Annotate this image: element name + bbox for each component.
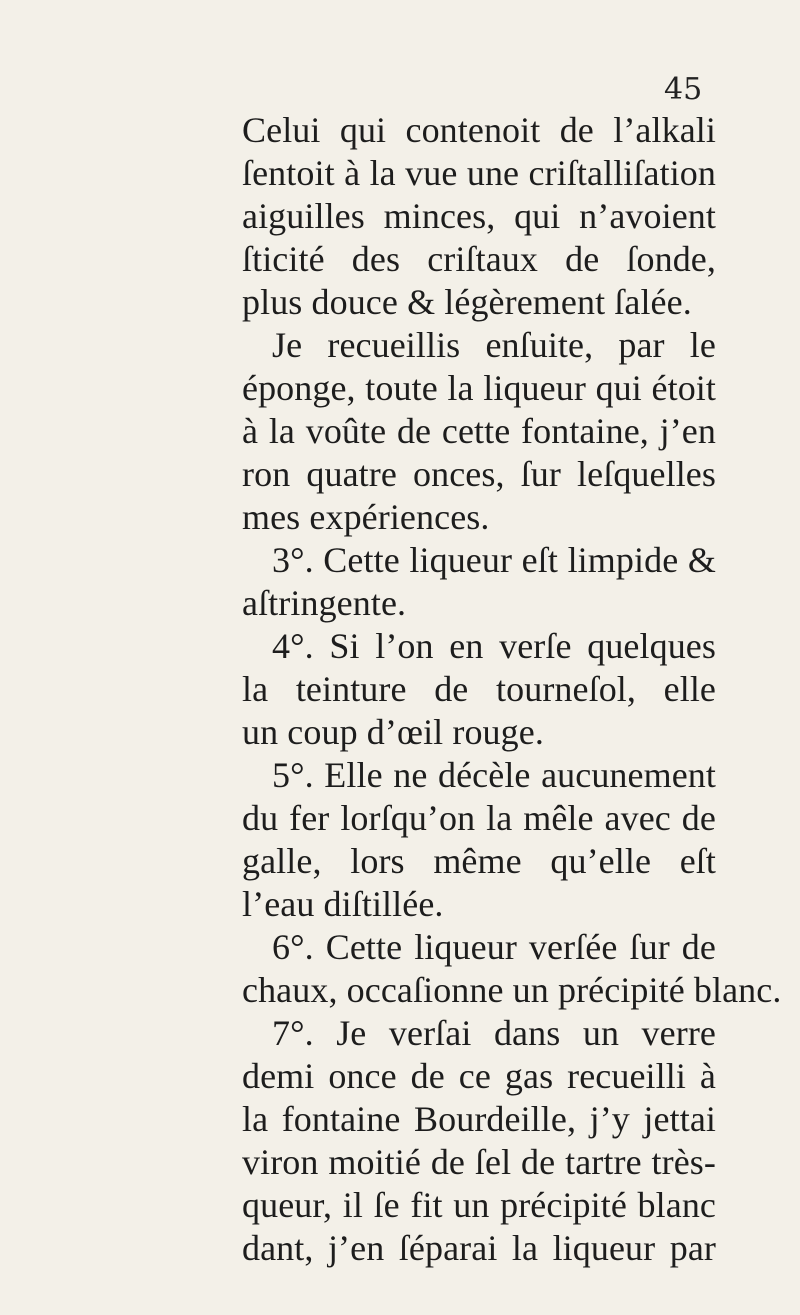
text-line: dant, j’en ſéparai la liqueur par bbox=[242, 1228, 716, 1268]
text-line: Celui qui contenoit de l’alkali bbox=[242, 110, 716, 150]
text-line: queur, il ſe fit un précipité blanc bbox=[242, 1185, 716, 1225]
text-line: 6°. Cette liqueur verſée ſur de bbox=[272, 927, 716, 967]
text-line: 7°. Je verſai dans un verre bbox=[272, 1013, 716, 1053]
text-line: la fontaine Bourdeille, j’y jettai bbox=[242, 1099, 716, 1139]
text-line: Je recueillis enſuite, par le bbox=[272, 325, 716, 365]
text-line: du fer lorſqu’on la mêle avec de bbox=[242, 798, 716, 838]
text-line: la teinture de tourneſol, elle bbox=[242, 669, 716, 709]
text-line: viron moitié de ſel de tartre très- bbox=[242, 1142, 716, 1182]
text-line: 5°. Elle ne décèle aucunement bbox=[272, 755, 716, 795]
text-line: l’eau diſtillée. bbox=[242, 884, 444, 924]
text-line: ron quatre onces, ſur leſquelles bbox=[242, 454, 716, 494]
text-line: un coup d’œil rouge. bbox=[242, 712, 544, 752]
text-line: 3°. Cette liqueur eſt limpide & bbox=[272, 540, 716, 580]
text-line: galle, lors même qu’elle eſt bbox=[242, 841, 716, 881]
text-line: 4°. Si l’on en verſe quelques bbox=[272, 626, 716, 666]
text-line: demi once de ce gas recueilli à bbox=[242, 1056, 716, 1096]
text-line: ſentoit à la vue une criſtalliſation bbox=[242, 153, 716, 193]
page-number: 45 bbox=[664, 72, 703, 107]
text-line: chaux, occaſionne un précipité blanc. bbox=[242, 970, 782, 1010]
text-line: aiguilles minces, qui n’avoient bbox=[242, 196, 716, 236]
text-line: plus douce & légèrement ſalée. bbox=[242, 282, 692, 322]
text-line: éponge, toute la liqueur qui étoit bbox=[242, 368, 716, 408]
text-line: mes expériences. bbox=[242, 497, 490, 537]
text-line: ſticité des criſtaux de ſonde, bbox=[242, 239, 716, 279]
text-line: aſtringente. bbox=[242, 583, 407, 623]
text-line: à la voûte de cette fontaine, j’en bbox=[242, 411, 716, 451]
